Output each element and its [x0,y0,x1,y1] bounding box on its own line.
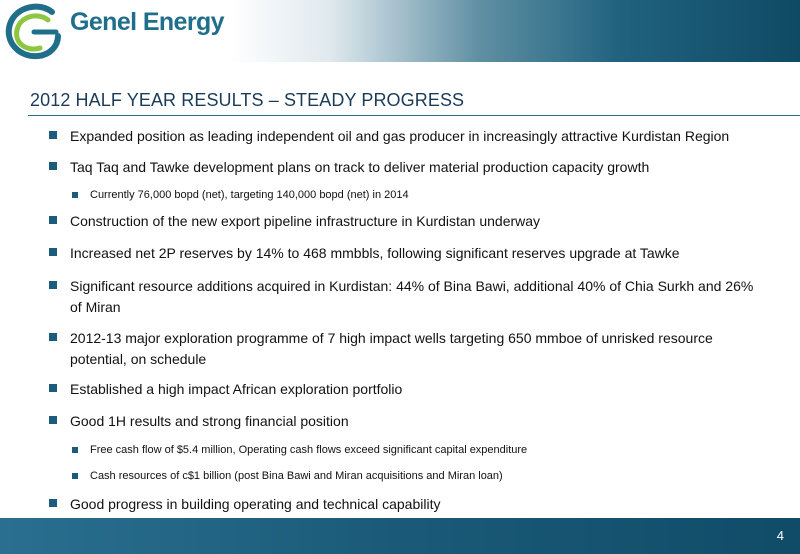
bullet-text: Currently 76,000 bopd (net), targeting 140,000 bopd (net) in 2014 [90,189,409,201]
bullet-square-icon [72,473,78,479]
footer-bar [0,518,800,554]
bullet-text: Cash resources of c$1 billion (post Bina Bawi and Miran acquisitions and Miran loan) [90,470,503,482]
bullet-square-icon [72,447,78,453]
title-divider [28,115,800,116]
bullet-square-icon [49,216,57,224]
slide-title: 2012 HALF YEAR RESULTS – STEADY PROGRESS [30,90,465,110]
bullet-square-icon [49,499,57,507]
bullet-text: Established a high impact African exploration portfolio [70,381,403,397]
bullet-square-icon [72,192,78,198]
bullet-square-icon [49,248,57,256]
bullet-text: Good 1H results and strong financial position [70,413,349,429]
header-banner [0,0,800,62]
bullet-text: Construction of the new export pipeline infrastructure in Kurdistan underway [70,213,541,229]
bullet-text: Significant resource additions acquired in Kurdistan: 44% of Bina Bawi, additional 40% of Chia Surkh and 26% of Miran [70,278,754,315]
bullet-text: Free cash flow of $5.4 million, Operating cash flows exceed significant capital expenditure [90,444,528,456]
bullet-square-icon [49,281,57,289]
bullet-square-icon [49,131,57,139]
bullet-square-icon [49,416,57,424]
genel-energy-logo-icon [4,2,64,60]
bullet-text: Taq Taq and Tawke development plans on track to deliver material production capacity growth [70,159,650,175]
bullet-square-icon [49,162,57,170]
brand-name: Genel Energy [70,8,224,36]
page-number: 4 [776,528,784,543]
bullet-square-icon [49,384,57,392]
bullet-text: Good progress in building operating and technical capability [70,496,441,512]
bullet-text: 2012-13 major exploration programme of 7 high impact wells targeting 650 mmboe of unrisked resource potential, on schedule [70,330,713,367]
bullet-text: Increased net 2P reserves by 14% to 468 mmbbls, following significant reserves upgrade at Tawke [70,245,680,261]
bullet-text: Expanded position as leading independent oil and gas producer in increasingly attractive Kurdistan Region [70,128,730,144]
bullet-square-icon [49,333,57,341]
